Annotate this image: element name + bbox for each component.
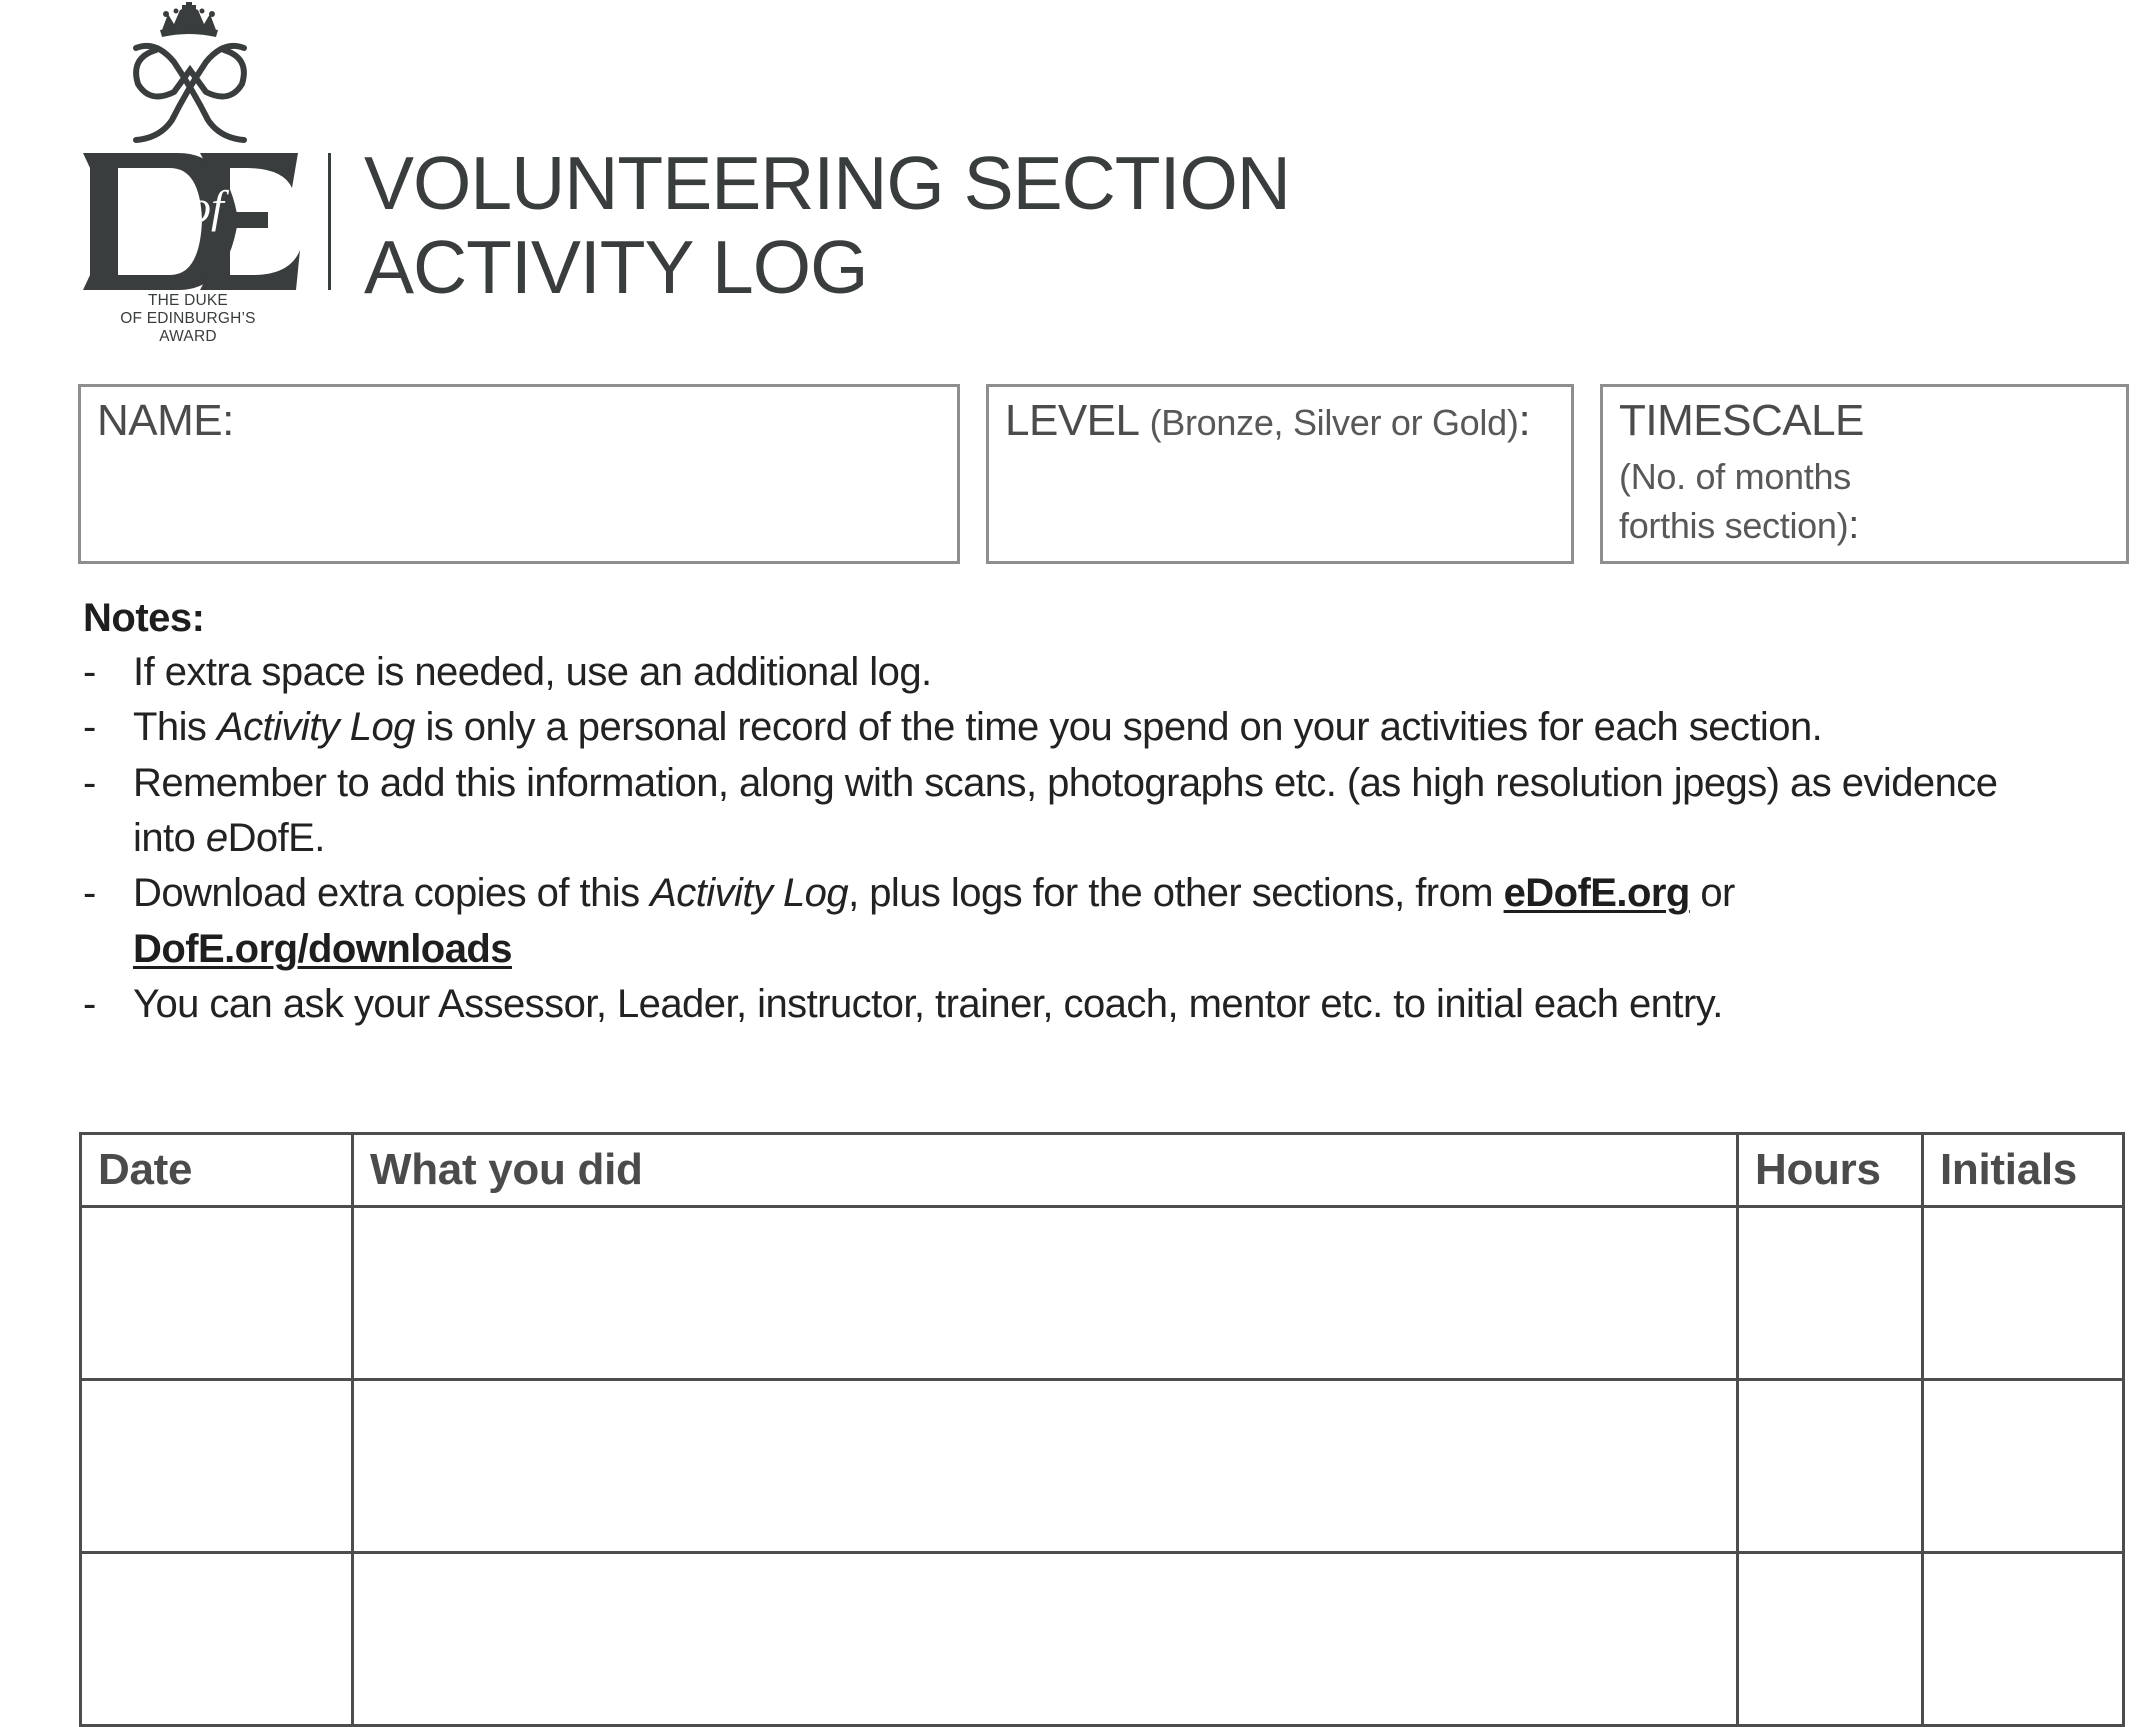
note-item-line — [133, 927, 512, 972]
timescale-hint-line-1: (No. of months — [1619, 456, 1851, 497]
notes-heading: Notes: — [83, 596, 205, 640]
note-item-line — [133, 871, 1735, 916]
level-label — [1005, 396, 1530, 446]
note-text: Remember to add this information, along with scans, photographs etc. (as high resolution jpegs) as evidence — [133, 760, 1998, 805]
title-divider — [328, 153, 331, 290]
crown-icon — [160, 2, 218, 37]
note-text: You can ask your Assessor, Leader, instructor, trainer, coach, mentor etc. to initial each entry. — [133, 981, 1723, 1026]
dofe-lettering — [83, 153, 300, 290]
timescale-field[interactable] — [1600, 384, 2129, 564]
page-title-line-1: VOLUNTEERING SECTION — [364, 141, 1290, 225]
column-header-initials: Initials — [1923, 1134, 2124, 1207]
note-emphasis: e — [205, 815, 228, 860]
note-item-line — [133, 982, 1723, 1027]
table-row — [81, 1380, 2124, 1553]
name-label: NAME: — [97, 396, 234, 445]
logo-subtitle-line: THE DUKE — [148, 292, 228, 309]
note-link[interactable]: eDofE.org — [1503, 871, 1690, 916]
activity-cell[interactable] — [353, 1380, 1738, 1553]
column-header-what-you-did: What you did — [353, 1134, 1738, 1207]
initials-cell[interactable] — [1923, 1553, 2124, 1726]
note-bullet: - — [83, 650, 97, 694]
timescale-hint-text: forthis section) — [1619, 505, 1849, 546]
note-text: Download extra copies of this — [133, 871, 651, 916]
hours-cell[interactable] — [1738, 1207, 1923, 1380]
date-cell[interactable] — [81, 1207, 353, 1380]
note-bullet: - — [83, 705, 97, 750]
activity-log-table — [79, 1132, 2125, 1727]
logo-subtitle-line: OF EDINBURGH’S — [120, 310, 256, 327]
column-header-hours: Hours — [1738, 1134, 1923, 1207]
note-text: If extra space is needed, use an additional log. — [133, 650, 932, 694]
note-bullet: - — [83, 981, 97, 1026]
level-hint: (Bronze, Silver or Gold) — [1149, 402, 1519, 443]
note-text: into — [133, 815, 206, 860]
note-item-line — [133, 650, 932, 695]
column-header-date: Date — [81, 1134, 353, 1207]
cipher-icon — [136, 46, 244, 140]
note-emphasis: Activity Log — [216, 705, 415, 750]
table-body — [81, 1207, 2124, 1726]
level-field[interactable] — [986, 384, 1574, 564]
table-header-row — [81, 1134, 2124, 1207]
note-item-line — [133, 816, 325, 861]
table-row — [81, 1553, 2124, 1726]
name-field[interactable] — [78, 384, 960, 564]
note-bullet: - — [83, 871, 97, 916]
dofe-logo — [78, 0, 308, 350]
activity-cell[interactable] — [353, 1553, 1738, 1726]
note-text: or — [1689, 871, 1735, 916]
logo-subtitle-line: AWARD — [159, 328, 217, 345]
note-item-line — [133, 761, 1997, 806]
note-emphasis: Activity Log — [650, 871, 849, 916]
note-text: This — [133, 705, 217, 750]
dofe-emblem-icon — [78, 0, 308, 300]
note-text: , plus logs for the other sections, from — [848, 871, 1504, 916]
note-text: is only a personal record of the time you spend on your activities for each section. — [414, 705, 1823, 750]
timescale-hint-line-2 — [1619, 503, 1859, 548]
initials-cell[interactable] — [1923, 1380, 2124, 1553]
level-colon: : — [1518, 396, 1531, 445]
timescale-colon: : — [1848, 503, 1860, 547]
activity-cell[interactable] — [353, 1207, 1738, 1380]
timescale-label: TIMESCALE — [1619, 396, 1864, 445]
level-label-text: LEVEL — [1005, 396, 1138, 445]
note-item-line — [133, 705, 1822, 750]
hours-cell[interactable] — [1738, 1380, 1923, 1553]
note-text: DofE. — [227, 815, 325, 860]
table-row — [81, 1207, 2124, 1380]
note-link[interactable]: DofE.org/downloads — [133, 926, 512, 971]
note-bullet: - — [83, 760, 97, 805]
page-title-line-2: ACTIVITY LOG — [364, 225, 868, 309]
date-cell[interactable] — [81, 1380, 353, 1553]
hours-cell[interactable] — [1738, 1553, 1923, 1726]
date-cell[interactable] — [81, 1553, 353, 1726]
svg-text:of: of — [188, 181, 224, 232]
initials-cell[interactable] — [1923, 1207, 2124, 1380]
